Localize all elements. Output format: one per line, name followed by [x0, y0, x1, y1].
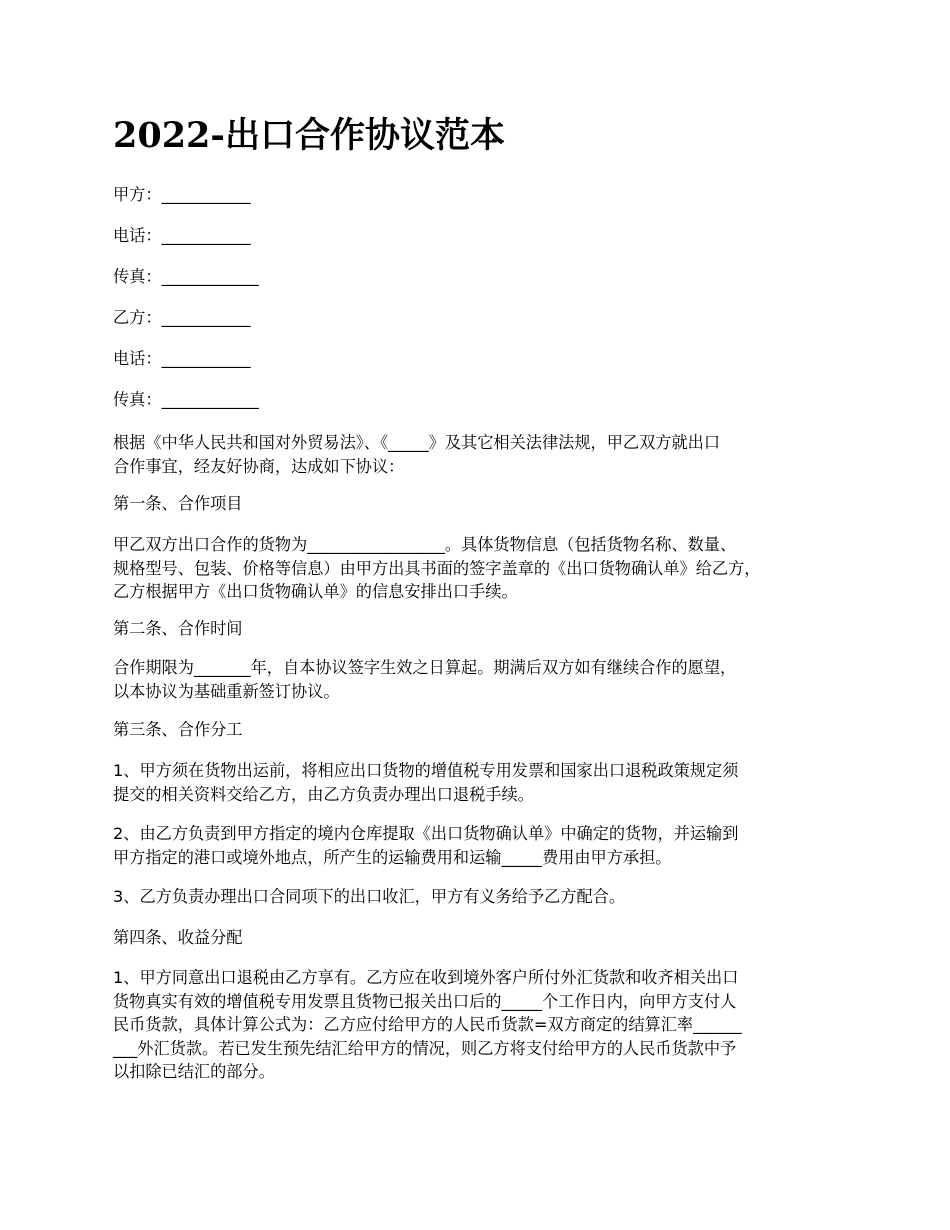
article-3-heading: 第三条、合作分工 [113, 720, 243, 739]
party-b-fax-label: 传真： [113, 390, 162, 409]
article-1-line-1: 甲乙双方出口合作的货物为_________________。具体货物信息（包括货物名称、数量、 [113, 535, 737, 554]
intro-line-2: 合作事宜，经友好协商，达成如下协议： [113, 457, 405, 476]
party-a-fax-blank: ____________ [161, 267, 259, 286]
party-b-fax-field [113, 388, 838, 412]
party-a-name-blank: ___________ [161, 185, 251, 204]
article-4-item-1-line-1: 1、甲方同意出口退税由乙方享有。乙方应在收到境外客户所付外汇货款和收齐相关出口 [113, 968, 739, 987]
article-4-item-1-line-5: 以扣除已结汇的部分。 [113, 1062, 275, 1081]
article-4-item-1-line-2: 货物真实有效的增值税专用发票且货物已报关出口后的_____个工作日内，向甲方支付人 [113, 992, 737, 1011]
article-1-line-3: 乙方根据甲方《出口货物确认单》的信息安排出口手续。 [113, 582, 518, 601]
article-3-item-2-line-2: 甲方指定的港口或境外地点，所产生的运输费用和运输_____费用由甲方承担。 [113, 848, 672, 867]
party-b-name-label: 乙方： [113, 308, 162, 327]
article-3-item-3-line-1: 3、乙方负责办理出口合同项下的出口收汇，甲方有义务给予乙方配合。 [113, 887, 626, 906]
article-1-heading: 第一条、合作项目 [113, 494, 243, 513]
party-a-name-label: 甲方： [113, 185, 162, 204]
party-b-phone-field [113, 347, 838, 371]
party-b-phone-label: 电话： [113, 349, 162, 368]
article-4-item-1-line-4: ___外汇货款。若已发生预先结汇给甲方的情况，则乙方将支付给甲方的人民币货款中予 [113, 1039, 737, 1058]
article-3-item-1-line-2: 提交的相关资料交给乙方，由乙方负责办理出口退税手续。 [113, 785, 534, 804]
party-b-fax-blank: ____________ [161, 390, 259, 409]
article-2-line-1: 合作期限为_______年，自本协议签字生效之日算起。期满后双方如有继续合作的愿望， [113, 658, 737, 677]
party-a-name-field [113, 183, 838, 207]
article-3-item-1-line-1: 1、甲方须在货物出运前，将相应出口货物的增值税专用发票和国家出口退税政策规定须 [113, 761, 739, 780]
party-b-name-blank: ___________ [161, 308, 251, 327]
party-a-phone-label: 电话： [113, 226, 162, 245]
party-a-fax-label: 传真： [113, 267, 162, 286]
party-a-phone-blank: ___________ [161, 226, 251, 245]
party-a-phone-field [113, 224, 838, 248]
article-1-line-2: 规格型号、包装、价格等信息）由甲方出具书面的签字盖章的《出口货物确认单》给乙方， [113, 559, 761, 578]
article-2-heading: 第二条、合作时间 [113, 619, 243, 638]
party-a-fax-field [113, 265, 838, 289]
party-b-phone-blank: ___________ [161, 349, 251, 368]
article-4-heading: 第四条、收益分配 [113, 928, 243, 947]
document-title: 2022-出口合作协议范本 [113, 115, 505, 156]
party-b-name-field [113, 306, 838, 330]
intro-line-1: 根据《中华人民共和国对外贸易法》、《_____》及其它相关法律法规，甲乙双方就出口 [113, 433, 721, 452]
article-4-item-1-line-3: 民币货款，具体计算公式为：乙方应付给甲方的人民币货款=双方商定的结算汇率______ [113, 1015, 742, 1034]
article-3-item-2-line-1: 2、由乙方负责到甲方指定的境内仓库提取《出口货物确认单》中确定的货物，并运输到 [113, 824, 739, 843]
article-2-line-2: 以本协议为基础重新签订协议。 [113, 682, 340, 701]
